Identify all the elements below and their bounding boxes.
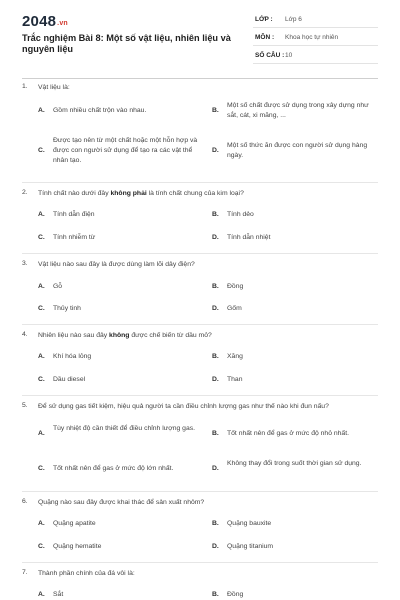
option-text: Gỗ bbox=[53, 283, 63, 290]
question-4 bbox=[22, 331, 378, 391]
question-7 bbox=[22, 569, 378, 600]
option-letter: D. bbox=[212, 376, 219, 383]
option-letter: B. bbox=[212, 211, 219, 218]
option-text: Đồng bbox=[227, 591, 244, 598]
option-letter: D. bbox=[212, 543, 219, 550]
question-separator bbox=[22, 253, 378, 254]
option-letter: B. bbox=[212, 591, 219, 598]
option-text: Không thay đổi trong suốt thời gian sử dụng. bbox=[227, 460, 362, 467]
option-letter: D. bbox=[212, 234, 219, 241]
option-letter: B. bbox=[212, 430, 219, 437]
option-letter: A. bbox=[38, 283, 45, 290]
question-number: 1. bbox=[22, 83, 28, 90]
option-text: Than bbox=[227, 376, 243, 383]
option-text: Thủy tinh bbox=[53, 305, 81, 312]
option-text: Quặng apatite bbox=[53, 520, 96, 527]
question-text: Thành phần chính của đá vôi là: bbox=[38, 570, 135, 577]
header-divider bbox=[22, 78, 378, 79]
option-letter: B. bbox=[212, 520, 219, 527]
question-text: Để sử dụng gas tiết kiệm, hiệu quả người ta cần điều chỉnh lượng gas như thế nào khi đun nấu? bbox=[38, 403, 329, 410]
option-text: Quặng hematite bbox=[53, 543, 102, 550]
option-text: Tùy nhiệt độ cần thiết để điều chỉnh lượng gas. bbox=[53, 425, 196, 432]
option-letter: A. bbox=[38, 591, 45, 598]
question-separator bbox=[22, 182, 378, 183]
option-text: Gồm nhiều chất trộn vào nhau. bbox=[53, 107, 147, 114]
option-text: Khí hóa lỏng bbox=[53, 353, 92, 360]
meta-key: SỐ CÂU : bbox=[255, 52, 285, 59]
question-separator bbox=[22, 324, 378, 325]
option-letter: B. bbox=[212, 353, 219, 360]
option-text: Gốm bbox=[227, 305, 242, 312]
meta-key: LỚP : bbox=[255, 16, 273, 23]
question-2 bbox=[22, 189, 378, 249]
question-text: Tính chất nào dưới đây không phải là tính chất chung của kim loại? bbox=[38, 190, 244, 197]
option-letter: B. bbox=[212, 107, 219, 114]
option-text: Quặng bauxite bbox=[227, 520, 272, 527]
quiz-meta bbox=[253, 14, 378, 68]
option-letter: C. bbox=[38, 543, 45, 550]
question-separator bbox=[22, 491, 378, 492]
meta-row-class bbox=[253, 14, 378, 28]
question-number: 2. bbox=[22, 189, 28, 196]
option-letter: D. bbox=[212, 147, 219, 154]
question-5 bbox=[22, 402, 378, 487]
meta-row-count bbox=[253, 50, 378, 64]
option-text: Tốt nhất nên để gas ở mức độ lớn nhất. bbox=[53, 465, 174, 472]
meta-key: MÔN : bbox=[255, 34, 275, 41]
option-letter: A. bbox=[38, 211, 45, 218]
option-text: Một số chất được sử dụng trong xây dựng như sắt, cát, xi măng, ... bbox=[227, 102, 369, 119]
meta-row-subject bbox=[253, 32, 378, 46]
question-separator bbox=[22, 395, 378, 396]
option-text: Được tạo nên từ một chất hoặc một hỗn hợp và được con người sử dụng để tạo ra các vật thể nhân tạo. bbox=[53, 137, 198, 164]
question-number: 3. bbox=[22, 260, 28, 267]
question-3 bbox=[22, 260, 378, 320]
emphasis-text: không phải bbox=[110, 190, 147, 197]
option-text: Tính dẫn nhiệt bbox=[227, 234, 271, 241]
option-letter: D. bbox=[212, 465, 219, 472]
header bbox=[0, 0, 400, 78]
question-1 bbox=[22, 83, 378, 178]
option-letter: A. bbox=[38, 107, 45, 114]
question-text: Nhiên liệu nào sau đây không được chế biến từ dầu mỏ? bbox=[38, 332, 212, 339]
option-text: Dầu diesel bbox=[53, 376, 86, 383]
option-text: Tính dẻo bbox=[227, 211, 254, 218]
option-letter: A. bbox=[38, 353, 45, 360]
option-text: Một số thức ăn được con người sử dụng hàng ngày. bbox=[227, 142, 368, 159]
option-letter: C. bbox=[38, 147, 45, 154]
question-separator bbox=[22, 562, 378, 563]
option-letter: C. bbox=[38, 465, 45, 472]
option-letter: C. bbox=[38, 376, 45, 383]
question-text: Vật liệu nào sau đây là được dùng làm lõi dây điện? bbox=[38, 261, 195, 268]
option-letter: B. bbox=[212, 283, 219, 290]
option-letter: D. bbox=[212, 305, 219, 312]
question-number: 7. bbox=[22, 569, 28, 576]
page-title: Trắc nghiệm Bài 8: Một số vật liệu, nhiên liệu và nguyên liệu bbox=[22, 33, 231, 54]
option-text: Đồng bbox=[227, 283, 244, 290]
meta-value: Lớp 6 bbox=[285, 16, 302, 23]
option-letter: C. bbox=[38, 234, 45, 241]
site-logo[interactable]: 2048.vn bbox=[22, 13, 68, 30]
option-text: Quặng titanium bbox=[227, 543, 274, 550]
option-letter: A. bbox=[38, 520, 45, 527]
option-text: Tốt nhất nên để gas ở mức độ nhỏ nhất. bbox=[227, 430, 349, 437]
option-text: Tính nhiễm từ bbox=[53, 234, 96, 241]
emphasis-text: không bbox=[109, 332, 130, 339]
option-letter: C. bbox=[38, 305, 45, 312]
question-6 bbox=[22, 498, 378, 558]
option-text: Xăng bbox=[227, 353, 243, 360]
question-number: 4. bbox=[22, 331, 28, 338]
option-letter: A. bbox=[38, 430, 45, 437]
option-text: Sắt bbox=[53, 591, 64, 598]
option-text: Tính dẫn điện bbox=[53, 211, 95, 218]
question-text: Vật liệu là: bbox=[38, 84, 70, 91]
question-text: Quặng nào sau đây được khai thác để sản xuất nhôm? bbox=[38, 499, 205, 506]
question-number: 6. bbox=[22, 498, 28, 505]
meta-value: 10 bbox=[285, 52, 293, 59]
question-number: 5. bbox=[22, 402, 28, 409]
meta-value: Khoa học tự nhiên bbox=[285, 34, 339, 41]
